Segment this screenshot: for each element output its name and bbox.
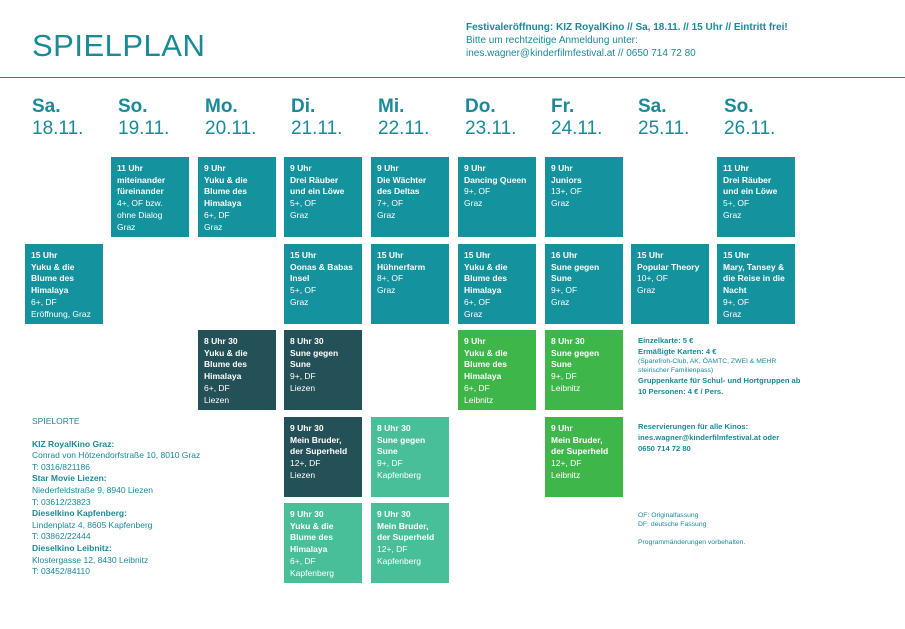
day-header: So. 26.11. — [724, 96, 776, 139]
event-tile[interactable]: 8 Uhr 30 Sune gegen Sune 9+, DF Leibnitz — [545, 330, 623, 410]
day-header: Di. 21.11. — [291, 96, 343, 139]
day-header: Mo. 20.11. — [205, 96, 257, 139]
registration-contact: ines.wagner@kinderfilmfestival.at // 0650 714 72 80 — [466, 48, 696, 59]
event-tile[interactable]: 16 Uhr Sune gegen Sune 9+, OF Graz — [545, 244, 623, 324]
event-tile[interactable]: 9 Uhr Die Wächter des Deltas 7+, OF Graz — [371, 157, 449, 237]
event-tile[interactable]: 8 Uhr 30 Sune gegen Sune 9+, DF Kapfenberg — [371, 417, 449, 497]
event-tile[interactable]: 9 Uhr Yuku & die Blume des Himalaya 6+, DF Leibnitz — [458, 330, 536, 410]
venue: Dieselkino Leibnitz: Klostergasse 12, 8430 Leibnitz T: 03452/84110 — [32, 542, 149, 577]
event-tile[interactable]: 15 Uhr Hühnerfarm 8+, OF Graz — [371, 244, 449, 324]
version-legend: OF: Originalfassung DF: deutsche Fassung Programmänderungen vorbehalten. — [638, 512, 746, 546]
venues-section — [32, 416, 200, 578]
day-header: So. 19.11. — [118, 96, 170, 139]
event-tile[interactable]: 15 Uhr Mary, Tansey & die Reise in die Nacht 9+, OF Graz — [717, 244, 795, 324]
venue: Dieselkino Kapfenberg: Lindenplatz 4, 8605 Kapfenberg T: 03862/22444 — [32, 508, 153, 542]
event-tile[interactable]: 15 Uhr Oonas & Babas Insel 5+, OF Graz — [284, 244, 362, 324]
event-tile[interactable]: 15 Uhr Yuku & die Blume des Himalaya 6+, DF Eröffnung, Graz — [25, 244, 103, 324]
festival-opening-info — [466, 21, 788, 60]
event-tile[interactable]: 9 Uhr Mein Bruder, der Superheld 12+, DF Leibnitz — [545, 417, 623, 497]
event-tile[interactable]: 15 Uhr Yuku & die Blume des Himalaya 6+, OF Graz — [458, 244, 536, 324]
event-tile[interactable]: 9 Uhr 30 Yuku & die Blume des Himalaya 6+, DF Kapfenberg — [284, 503, 362, 583]
header-divider — [0, 77, 905, 78]
event-tile[interactable]: 11 Uhr miteinander füreinander 4+, OF bzw. ohne Dialog Graz — [111, 157, 189, 237]
page-title: SPIELPLAN — [32, 28, 206, 63]
venue: Star Movie Liezen: Niederfeldstraße 9, 8940 Liezen T: 03612/23823 — [32, 473, 153, 507]
reservation-info: Reservierungen für alle Kinos: ines.wagner@kinderfilmfestival.at oder 0650 714 72 80 — [638, 422, 780, 453]
day-header: Mi. 22.11. — [378, 96, 430, 139]
event-tile[interactable]: 9 Uhr 30 Mein Bruder, der Superheld 12+, DF Kapfenberg — [371, 503, 449, 583]
event-tile[interactable]: 9 Uhr 30 Mein Bruder, der Superheld 12+, DF Liezen — [284, 417, 362, 497]
event-tile[interactable]: 9 Uhr Yuku & die Blume des Himalaya 6+, DF Graz — [198, 157, 276, 237]
price-info: Einzelkarte: 5 € Ermäßigte Karten: 4 € (Sparefroh-Club, AK, ÖAMTC, ZWEI & MEHR steirischer Familienpass) Gruppenkarte für Schul- und Hortgruppen ab 10 Personen: 4 € / Pers. — [638, 336, 801, 396]
day-header: Do. 23.11. — [465, 96, 517, 139]
venues-heading: SPIELORTE — [32, 416, 80, 426]
opening-line: Festivaleröffnung: KIZ RoyalKino // Sa, 18.11. // 15 Uhr // Eintritt frei! — [466, 22, 788, 33]
day-header: Fr. 24.11. — [551, 96, 603, 139]
event-tile[interactable]: 9 Uhr Juniors 13+, OF Graz — [545, 157, 623, 237]
event-tile[interactable]: 11 Uhr Drei Räuber und ein Löwe 5+, OF Graz — [717, 157, 795, 237]
venue: KIZ RoyalKino Graz: Conrad von Hötzendorfstraße 10, 8010 Graz T: 0316/821186 — [32, 438, 201, 472]
registration-note: Bitte um rechtzeitige Anmeldung unter: — [466, 35, 638, 46]
event-tile[interactable]: 8 Uhr 30 Sune gegen Sune 9+, DF Liezen — [284, 330, 362, 410]
event-tile[interactable]: 9 Uhr Dancing Queen 9+, OF Graz — [458, 157, 536, 237]
day-header: Sa. 18.11. — [32, 96, 84, 139]
day-header: Sa. 25.11. — [638, 96, 690, 139]
event-tile[interactable]: 8 Uhr 30 Yuku & die Blume des Himalaya 6+, DF Liezen — [198, 330, 276, 410]
event-tile[interactable]: 9 Uhr Drei Räuber und ein Löwe 5+, OF Graz — [284, 157, 362, 237]
event-tile[interactable]: 15 Uhr Popular Theory 10+, OF Graz — [631, 244, 709, 324]
